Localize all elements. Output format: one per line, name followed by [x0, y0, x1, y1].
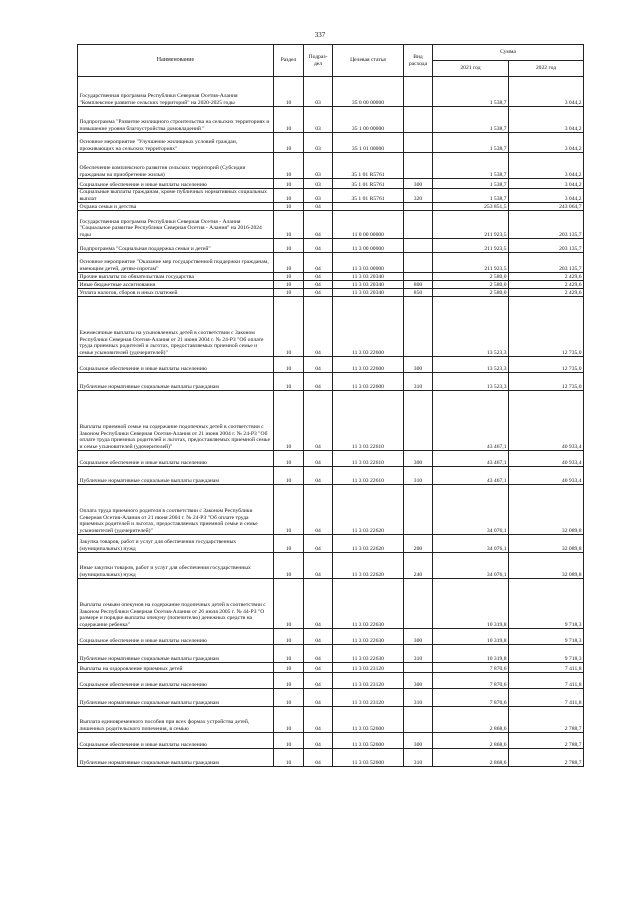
table-row: [78, 77, 584, 107]
header-expense-type: Вид расхода: [404, 45, 433, 77]
row-sum-2022: 7 411,8: [509, 689, 584, 707]
row-sum-2022: 3 044,2: [509, 107, 584, 133]
row-section: 10: [274, 179, 304, 189]
row-section: 10: [274, 645, 304, 663]
row-sum-2021: 34 076,1: [433, 485, 509, 535]
row-sum-2021: 211 923,5: [433, 239, 509, 253]
row-sum-2022: 40 933,4: [509, 467, 584, 485]
table-row: [78, 391, 584, 451]
row-sum-2022: 3 044,2: [509, 189, 584, 203]
row-sum-2022: 9 718,3: [509, 645, 584, 663]
row-sum-2021: 2 580,0: [433, 281, 509, 289]
table-row: [78, 645, 584, 663]
row-section: 10: [274, 553, 304, 579]
row-sum-2022: 3 044,2: [509, 179, 584, 189]
row-expense-type: 310: [404, 689, 433, 707]
row-section: 10: [274, 189, 304, 203]
row-subsection: 04: [304, 749, 333, 767]
row-name: Выплаты семьям опекунов на содержание подопечных детей в соответствии с Законом Республики Северная Осетия-Алания от 26 июля 2005 г. № 44-РЗ "О размере и порядке выплаты опекуну (попечителю) денежных средств на содержание ребенка": [78, 579, 274, 629]
row-sum-2021: 1 538,7: [433, 153, 509, 179]
row-expense-type: 310: [404, 749, 433, 767]
row-sum-2021: 2 868,6: [433, 733, 509, 749]
row-expense-type: [404, 707, 433, 733]
table-row: [78, 211, 584, 239]
row-expense-type: [404, 579, 433, 629]
row-expense-type: 800: [404, 281, 433, 289]
row-subsection: 03: [304, 189, 333, 203]
row-section: 10: [274, 579, 304, 629]
row-sum-2022: 7 411,8: [509, 663, 584, 673]
header-subsection: Подраз-дел: [304, 45, 333, 77]
row-subsection: 04: [304, 211, 333, 239]
row-section: 10: [274, 253, 304, 273]
header-sum: Сумма: [433, 45, 584, 61]
row-name: Прочие выплаты по обязательствам государства: [78, 273, 274, 281]
row-target-article: 11 3 03 22600: [333, 373, 404, 391]
row-expense-type: 320: [404, 189, 433, 203]
row-sum-2022: 32 089,8: [509, 535, 584, 553]
row-name: Уплата налогов, сборов и иных платежей: [78, 289, 274, 297]
row-sum-2021: 1 538,7: [433, 107, 509, 133]
row-name: Публичные нормативные социальные выплаты гражданам: [78, 749, 274, 767]
row-expense-type: 240: [404, 553, 433, 579]
table-row: [78, 107, 584, 133]
row-target-article: [333, 203, 404, 211]
row-name: Социальное обеспечение и иные выплаты населению: [78, 451, 274, 467]
row-expense-type: 300: [404, 179, 433, 189]
row-expense-type: [404, 77, 433, 107]
row-subsection: 04: [304, 391, 333, 451]
row-subsection: 04: [304, 253, 333, 273]
row-section: 10: [274, 239, 304, 253]
row-sum-2021: 211 923,5: [433, 253, 509, 273]
row-target-article: 11 3 03 22600: [333, 297, 404, 357]
row-sum-2021: 2 868,6: [433, 749, 509, 767]
row-name: Социальные выплаты гражданам, кроме публичных нормативных социальных выплат: [78, 189, 274, 203]
row-expense-type: [404, 663, 433, 673]
row-target-article: 11 3 03 52600: [333, 733, 404, 749]
table-row: [78, 579, 584, 629]
row-name: Социальное обеспечение и иные выплаты населению: [78, 673, 274, 689]
table-row: [78, 749, 584, 767]
row-section: 10: [274, 77, 304, 107]
row-name: Закупка товаров, работ и услуг для обеспечения государственных (муниципальных) нужд: [78, 535, 274, 553]
row-target-article: 11 3 03 52600: [333, 707, 404, 733]
row-sum-2021: 43 467,1: [433, 467, 509, 485]
row-expense-type: [404, 297, 433, 357]
row-expense-type: [404, 485, 433, 535]
row-name: Социальное обеспечение и иные выплаты населению: [78, 179, 274, 189]
table-row: [78, 663, 584, 673]
row-subsection: 04: [304, 273, 333, 281]
row-section: 10: [274, 707, 304, 733]
row-target-article: 35 1 00 00000: [333, 107, 404, 133]
row-sum-2021: 2 868,6: [433, 707, 509, 733]
row-sum-2021: 10 319,8: [433, 629, 509, 645]
row-sum-2021: 211 923,5: [433, 211, 509, 239]
row-sum-2021: 7 870,6: [433, 689, 509, 707]
row-expense-type: [404, 133, 433, 153]
row-subsection: 04: [304, 645, 333, 663]
row-name: Публичные нормативные социальные выплаты гражданам: [78, 689, 274, 707]
row-sum-2021: 7 870,6: [433, 673, 509, 689]
row-sum-2021: 1 538,7: [433, 133, 509, 153]
row-section: 10: [274, 749, 304, 767]
budget-table: [77, 44, 584, 767]
row-expense-type: 310: [404, 373, 433, 391]
row-target-article: 11 3 03 22610: [333, 451, 404, 467]
row-target-article: 11 3 00 00000: [333, 239, 404, 253]
row-expense-type: 300: [404, 673, 433, 689]
row-sum-2022: 2 788,7: [509, 749, 584, 767]
row-sum-2022: 32 089,8: [509, 553, 584, 579]
row-name: Выплаты на оздоровление приемных детей: [78, 663, 274, 673]
row-name: Подпрограмма "Развитие жилищного строительства на сельских территориях и повышение уровня благоустройства домовладений ": [78, 107, 274, 133]
row-section: 10: [274, 211, 304, 239]
row-name: Подпрограмма "Социальная поддержка семьи и детей": [78, 239, 274, 253]
row-target-article: 11 3 03 22630: [333, 629, 404, 645]
row-sum-2022: 32 089,8: [509, 485, 584, 535]
row-subsection: 04: [304, 733, 333, 749]
row-target-article: 11 3 03 23120: [333, 689, 404, 707]
row-name: Социальное обеспечение и иные выплаты населению: [78, 733, 274, 749]
row-subsection: 03: [304, 153, 333, 179]
table-row: [78, 673, 584, 689]
row-sum-2022: 3 044,2: [509, 77, 584, 107]
row-target-article: 11 3 03 22620: [333, 535, 404, 553]
row-name: Основное мероприятие "Улучшение жилищных условий граждан, проживающих на сельских территориях": [78, 133, 274, 153]
row-target-article: 11 3 03 22610: [333, 391, 404, 451]
row-subsection: 04: [304, 289, 333, 297]
row-section: 10: [274, 297, 304, 357]
row-subsection: 04: [304, 373, 333, 391]
row-name: Основное мероприятие "Оказание мер государственной поддержки гражданам, имеющим детей, детям-сиротам": [78, 253, 274, 273]
row-expense-type: [404, 211, 433, 239]
table-row: [78, 289, 584, 297]
row-subsection: 04: [304, 239, 333, 253]
row-section: 10: [274, 733, 304, 749]
row-name: Оплата труда приемного родителя в соответствии с Законом Республики Северная Осетия-Алания от 21 июня 2004 г. № 24-РЗ "Об оплате труда приемных родителей и льготах, предоставляемых приемной семье и семье усыновителей (удочерителей)": [78, 485, 274, 535]
table-row: [78, 467, 584, 485]
row-target-article: 11 3 03 22620: [333, 485, 404, 535]
row-expense-type: [404, 239, 433, 253]
row-name: Публичные нормативные социальные выплаты гражданам: [78, 645, 274, 663]
row-expense-type: 850: [404, 289, 433, 297]
row-sum-2021: 2 580,0: [433, 289, 509, 297]
table-row: [78, 297, 584, 357]
row-section: 10: [274, 663, 304, 673]
row-section: 10: [274, 153, 304, 179]
row-target-article: 11 3 03 20340: [333, 289, 404, 297]
row-name: Публичные нормативные социальные выплаты гражданам: [78, 467, 274, 485]
row-subsection: 04: [304, 553, 333, 579]
row-section: 10: [274, 673, 304, 689]
row-target-article: 35 0 00 00000: [333, 77, 404, 107]
row-name: Обеспечение комплексного развития сельских территорий (Субсидии гражданам на приобретение жилья): [78, 153, 274, 179]
row-section: 10: [274, 133, 304, 153]
row-expense-type: 300: [404, 357, 433, 373]
row-sum-2021: 1 538,7: [433, 189, 509, 203]
table-row: [78, 203, 584, 211]
row-name: Публичные нормативные социальные выплаты гражданам: [78, 373, 274, 391]
table-row: [78, 553, 584, 579]
row-section: 10: [274, 107, 304, 133]
table-row: [78, 179, 584, 189]
row-expense-type: 300: [404, 629, 433, 645]
row-sum-2022: 12 735,0: [509, 373, 584, 391]
row-expense-type: [404, 203, 433, 211]
row-section: 10: [274, 391, 304, 451]
row-target-article: 35 1 01 R5761: [333, 189, 404, 203]
row-target-article: 35 1 01 R5761: [333, 179, 404, 189]
row-name: Государственная программа Республики Северная Осетия - Алания "Социальное развитие Республики Северная Осетия - Алания" на 2016-2024 годы: [78, 211, 274, 239]
row-target-article: 11 3 03 20340: [333, 281, 404, 289]
row-subsection: 03: [304, 133, 333, 153]
row-sum-2021: 13 523,3: [433, 297, 509, 357]
row-expense-type: [404, 391, 433, 451]
row-expense-type: 310: [404, 645, 433, 663]
row-sum-2021: 7 870,6: [433, 663, 509, 673]
table-row: [78, 535, 584, 553]
row-name: Иные закупки товаров, работ и услуг для обеспечения государственных (муниципальных) нужд: [78, 553, 274, 579]
row-subsection: 03: [304, 107, 333, 133]
row-expense-type: [404, 107, 433, 133]
row-sum-2021: 34 076,1: [433, 535, 509, 553]
table-row: [78, 733, 584, 749]
table-row: [78, 373, 584, 391]
row-target-article: 11 3 03 00000: [333, 253, 404, 273]
row-sum-2021: 43 467,1: [433, 391, 509, 451]
row-sum-2022: 3 044,2: [509, 133, 584, 153]
header-year-2022: 2022 год: [509, 61, 584, 77]
row-subsection: 04: [304, 663, 333, 673]
header-name: Наименование: [78, 45, 274, 77]
row-name: Социальное обеспечение и иные выплаты населению: [78, 629, 274, 645]
table-row: [78, 707, 584, 733]
table-row: [78, 273, 584, 281]
row-subsection: 04: [304, 357, 333, 373]
row-subsection: 03: [304, 77, 333, 107]
row-subsection: 04: [304, 451, 333, 467]
row-sum-2022: 3 044,2: [509, 153, 584, 179]
table-row: [78, 153, 584, 179]
header-target-article: Целевая статья: [333, 45, 404, 77]
row-section: 10: [274, 629, 304, 645]
row-subsection: 04: [304, 467, 333, 485]
row-expense-type: 310: [404, 467, 433, 485]
row-name: Выплаты приемной семье на содержание подопечных детей в соответствии с Законом Республики Северная Осетия-Алания от 21 июня 2004 г. № 24-РЗ "Об оплате труда приемных родителей и льготах, предоставляемых приемной семье и семье усыновителей (удочерителей)": [78, 391, 274, 451]
row-section: 10: [274, 451, 304, 467]
row-target-article: 11 3 03 22630: [333, 645, 404, 663]
table-row: [78, 189, 584, 203]
row-name: Социальное обеспечение и иные выплаты населению: [78, 357, 274, 373]
row-sum-2021: 253 851,5: [433, 203, 509, 211]
row-sum-2022: 203 135,7: [509, 211, 584, 239]
row-section: 10: [274, 357, 304, 373]
row-subsection: 04: [304, 281, 333, 289]
row-sum-2022: 2 788,7: [509, 707, 584, 733]
row-target-article: 11 3 03 23120: [333, 663, 404, 673]
row-subsection: 03: [304, 179, 333, 189]
table-row: [78, 239, 584, 253]
row-name: Охрана семьи и детства: [78, 203, 274, 211]
row-section: 10: [274, 535, 304, 553]
row-subsection: 04: [304, 629, 333, 645]
row-sum-2021: 13 523,3: [433, 373, 509, 391]
row-sum-2021: 13 523,3: [433, 357, 509, 373]
row-sum-2022: 203 135,7: [509, 239, 584, 253]
row-section: 10: [274, 281, 304, 289]
row-subsection: 04: [304, 203, 333, 211]
row-sum-2021: 1 538,7: [433, 77, 509, 107]
row-sum-2022: 40 933,4: [509, 391, 584, 451]
row-target-article: 11 3 03 22600: [333, 357, 404, 373]
header-section: Раздел: [274, 45, 304, 77]
row-sum-2022: 2 429,6: [509, 289, 584, 297]
row-section: 10: [274, 373, 304, 391]
row-target-article: 11 3 03 23120: [333, 673, 404, 689]
row-sum-2022: 9 718,3: [509, 629, 584, 645]
row-target-article: 11 3 03 22630: [333, 579, 404, 629]
table-row: [78, 133, 584, 153]
row-target-article: 11 3 03 52600: [333, 749, 404, 767]
row-sum-2021: 10 319,8: [433, 645, 509, 663]
row-sum-2021: 43 467,1: [433, 451, 509, 467]
row-sum-2022: 12 735,0: [509, 297, 584, 357]
table-row: [78, 357, 584, 373]
row-target-article: 11 3 03 22610: [333, 467, 404, 485]
row-section: 10: [274, 689, 304, 707]
row-expense-type: [404, 153, 433, 179]
page-number: 337: [314, 31, 326, 39]
row-sum-2021: 10 319,8: [433, 579, 509, 629]
row-sum-2022: 12 735,0: [509, 357, 584, 373]
table-row: [78, 629, 584, 645]
row-sum-2022: 40 933,4: [509, 451, 584, 467]
row-target-article: 11 0 00 00000: [333, 211, 404, 239]
header-year-2021: 2021 год: [433, 61, 509, 77]
row-section: 10: [274, 273, 304, 281]
row-section: 10: [274, 485, 304, 535]
row-sum-2022: 2 429,6: [509, 281, 584, 289]
table-row: [78, 485, 584, 535]
row-subsection: 04: [304, 535, 333, 553]
row-section: 10: [274, 203, 304, 211]
table-row: [78, 281, 584, 289]
row-sum-2022: 9 718,3: [509, 579, 584, 629]
row-target-article: 35 1 01 R5761: [333, 153, 404, 179]
row-expense-type: 200: [404, 535, 433, 553]
table-row: [78, 689, 584, 707]
row-section: 10: [274, 467, 304, 485]
row-sum-2022: 7 411,8: [509, 673, 584, 689]
row-name: Выплата единовременного пособия при всех формах устройства детей, лишенных родительского попечения, в семью: [78, 707, 274, 733]
row-target-article: 11 3 03 22620: [333, 553, 404, 579]
row-sum-2022: 2 429,6: [509, 273, 584, 281]
row-sum-2022: 243 064,7: [509, 203, 584, 211]
row-subsection: 04: [304, 707, 333, 733]
row-expense-type: [404, 273, 433, 281]
row-sum-2022: 203 135,7: [509, 253, 584, 273]
row-section: 10: [274, 289, 304, 297]
row-sum-2021: 34 076,1: [433, 553, 509, 579]
row-subsection: 04: [304, 689, 333, 707]
row-name: Иные бюджетные ассигнования: [78, 281, 274, 289]
row-expense-type: 300: [404, 451, 433, 467]
row-subsection: 04: [304, 485, 333, 535]
row-sum-2022: 2 788,7: [509, 733, 584, 749]
table-row: [78, 451, 584, 467]
row-name: Ежемесячные выплаты на усыновленных детей в соответствии с Законом Республики Северная Осетия-Алания от 21 июня 2004 г. № 24-РЗ "Об оплате труда приемных родителей и льготах, предоставляемых приемной семье и семье усыновителей (удочерителей)": [78, 297, 274, 357]
row-sum-2021: 2 580,0: [433, 273, 509, 281]
row-target-article: 35 1 01 00000: [333, 133, 404, 153]
row-subsection: 04: [304, 297, 333, 357]
row-target-article: 11 3 03 20340: [333, 273, 404, 281]
row-subsection: 04: [304, 673, 333, 689]
row-expense-type: [404, 253, 433, 273]
row-sum-2021: 1 538,7: [433, 179, 509, 189]
row-name: Государственная программа Республики Северная Осетия-Алания "Комплексное развитие сельских территорий" на 2020-2025 годы: [78, 77, 274, 107]
row-subsection: 04: [304, 579, 333, 629]
table-row: [78, 253, 584, 273]
row-expense-type: 300: [404, 733, 433, 749]
